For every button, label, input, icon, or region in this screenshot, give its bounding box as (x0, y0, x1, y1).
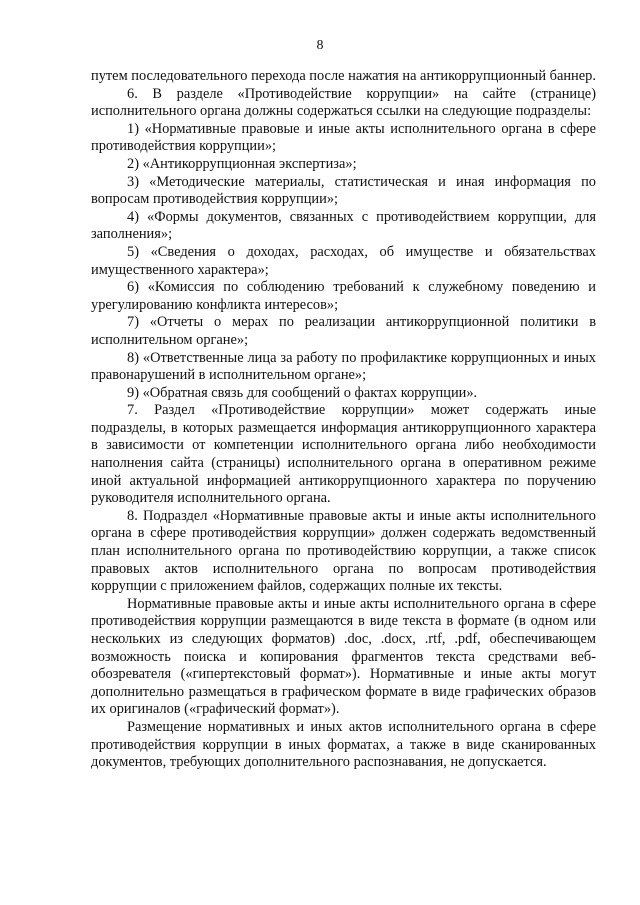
list-item-6: 6) «Комиссия по соблюдению требований к служебному поведению и урегулированию конфликта интересов»; (91, 279, 596, 313)
paragraph-continuation: путем последовательного перехода после нажатия на антикоррупционный баннер. (91, 68, 596, 84)
list-item-1: 1) «Нормативные правовые и иные акты исполнительного органа в сфере противодействия коррупции»; (91, 120, 596, 155)
list-item-4: 4) «Формы документов, связанных с противодействием коррупции, для заполнения»; (91, 208, 596, 243)
list-item-5: 5) «Сведения о доходах, расходах, об имуществе и обязательствах имущественного характера»; (91, 243, 596, 278)
list-item-8: 8) «Ответственные лица за работу по профилактике коррупционных и иных правонарушений в исполнительном органе»; (91, 349, 596, 384)
list-item-9: 9) «Обратная связь для сообщений о фактах коррупции». (127, 384, 478, 401)
paragraph-item-8: 8. Подраздел «Нормативные правовые акты и иные акты исполнительного органа в сфере противодействия коррупции» должен содержать ведомственный план исполнительного органа по противодействию коррупции, а также список правовых актов исполнительного органа по вопросам противодействия коррупции с приложением файлов, содержащих полные их тексты. (91, 507, 596, 595)
paragraph-item-7: 7. Раздел «Противодействие коррупции» может содержать иные подразделы, в которых размещается информация антикоррупционного характера в зависимости от компетенции исполнительного органа либо необходимости наполнения сайта (страницы) исполнительного органа в оперативном режиме иной актуальной информацией антикоррупционного характера по поручению руководителя исполнительного органа. (91, 402, 596, 507)
page-number: 8 (316, 38, 324, 53)
paragraph-restriction: Размещение нормативных и иных актов исполнительного органа в сфере противодействия коррупции в иных форматах, а также в виде сканированных документов, требующих дополнительного распознавания, не допускается. (91, 718, 596, 771)
list-item-3: 3) «Методические материалы, статистическая и иная информация по вопросам противодействия коррупции»; (91, 173, 596, 208)
paragraph-item-6: 6. В разделе «Противодействие коррупции» на сайте (странице) исполнительного органа должны содержаться ссылки на следующие подразделы: (91, 85, 596, 120)
list-item-2: 2) «Антикоррупционная экспертиза»; (127, 155, 357, 172)
paragraph-formats: Нормативные правовые акты и иные акты исполнительного органа в сфере противодействия коррупции размещаются в виде текста в формате (в одном или нескольких из следующих форматов) .doc, .docx, .rtf, .pdf, обеспечивающем возможность поиска и копирования фрагментов текста средствами веб-обозревателя («гипертекстовый формат»). Нормативные и иные акты могут дополнительно размещаться в графическом формате в виде графических образов их оригиналов («графический формат»). (91, 595, 596, 718)
document-body (91, 68, 596, 772)
list-item-7: 7) «Отчеты о мерах по реализации антикоррупционной политики в исполнительном органе»; (91, 314, 596, 348)
